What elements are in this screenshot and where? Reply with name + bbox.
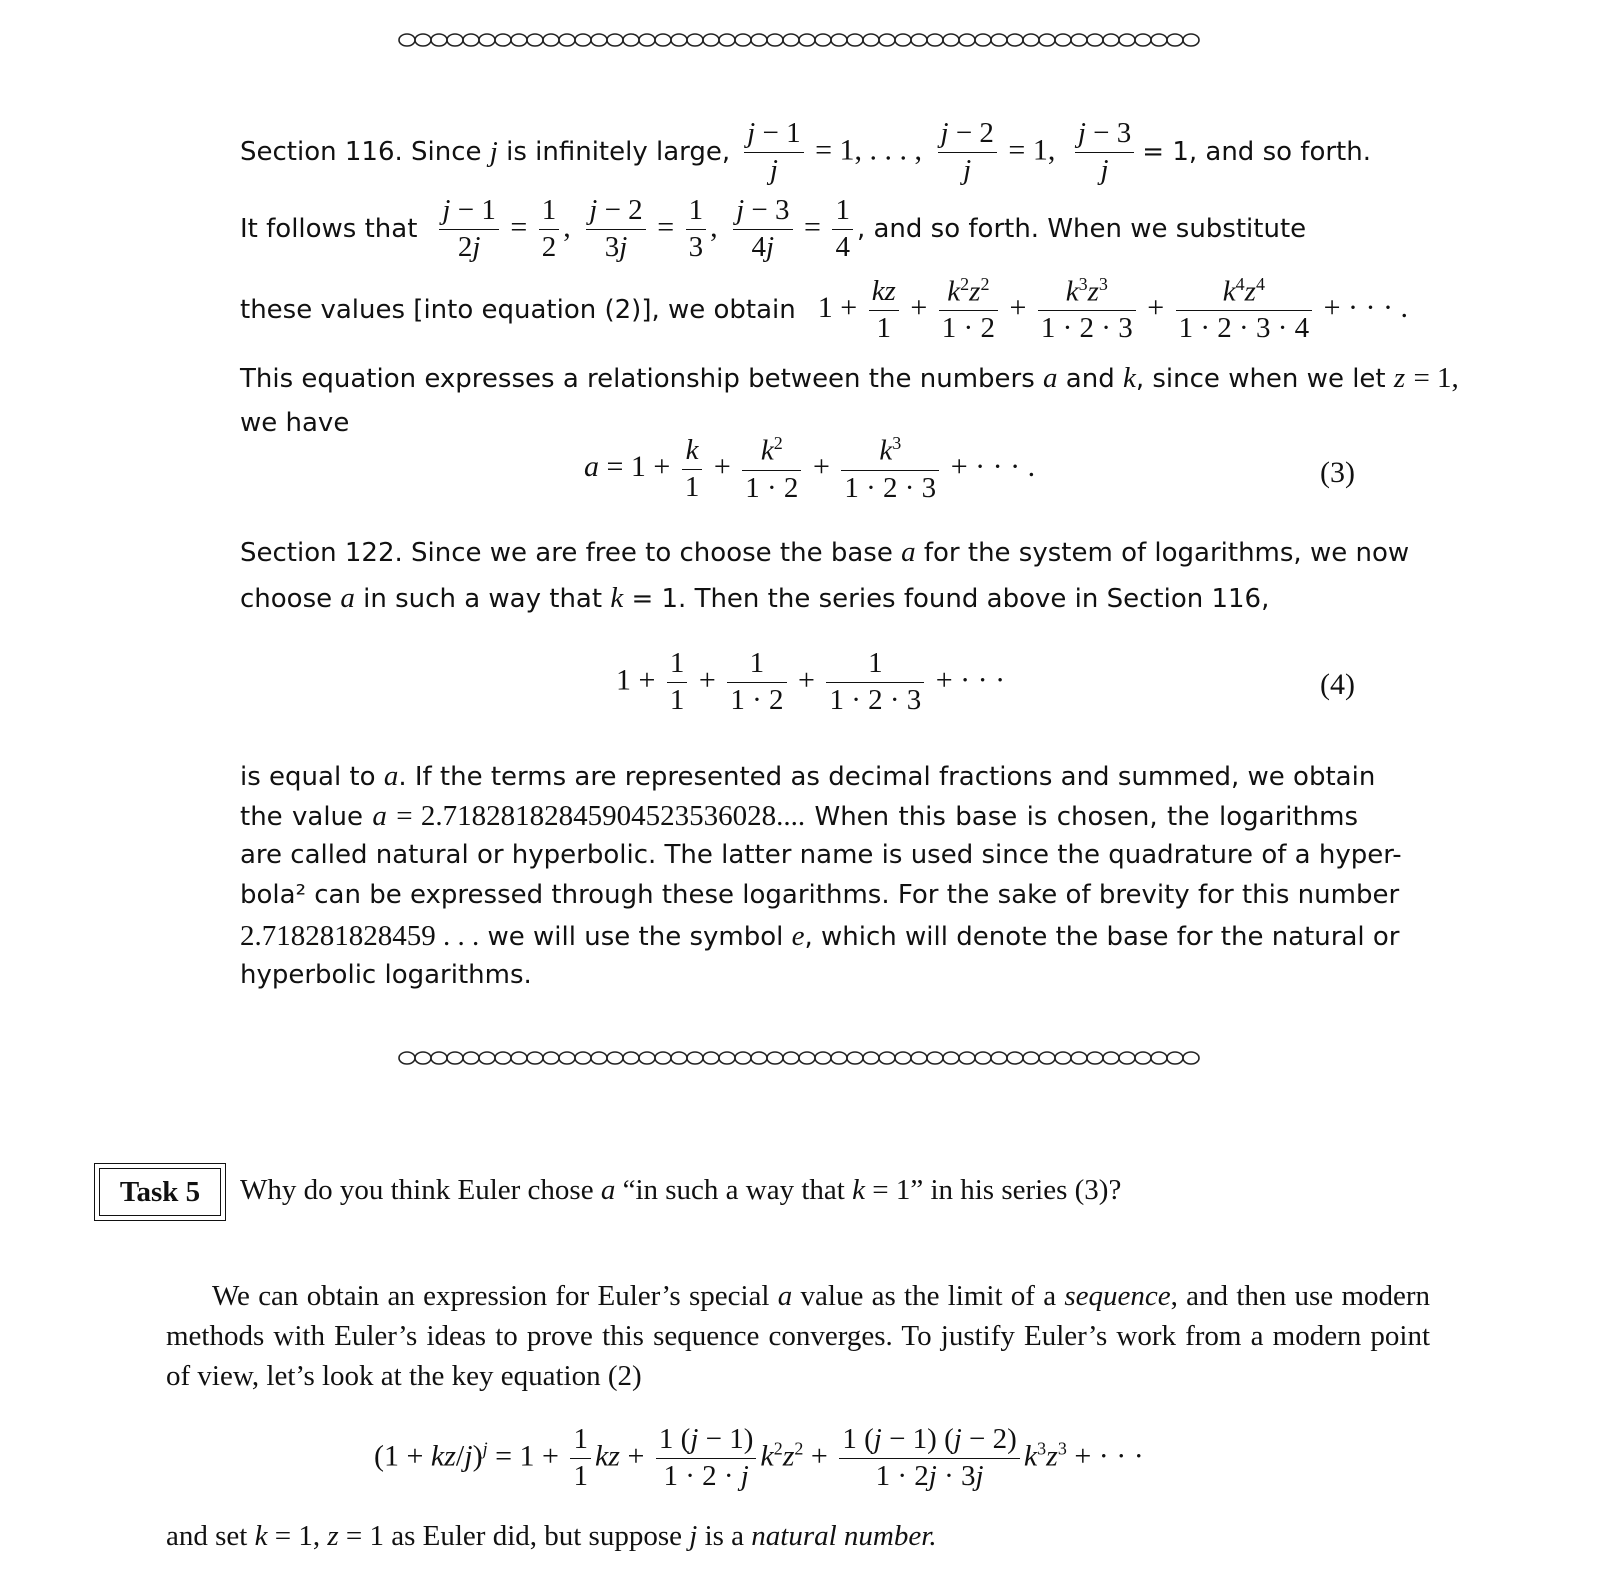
modern-l1-start: We can obtain an expression for Euler’s special bbox=[212, 1280, 770, 1312]
task-5-label: Task 5 bbox=[99, 1168, 221, 1216]
binomial-equation: $(1 + kz/j)^j = 1$ + $\frac{1}{1}$ kz + $\frac{1 (j - 1)}{1 \cdot 2 \cdot j}$ $k^2z^2$ + $\frac{1 (j - 1) (j - 2)}{1 \cdot 2j \cdot 3j}$ $k^3z^3$ + · · · bbox=[374, 1423, 1144, 1492]
final-line: and set k = 1, z = 1 as Euler did, but suppose j is a natural number. bbox=[166, 1520, 937, 1552]
e-short-value: 2.718281828459 . . . bbox=[240, 920, 480, 952]
modern-l1-end: , and then use bbox=[1170, 1280, 1334, 1312]
as-euler-text: as Euler did, but suppose bbox=[391, 1520, 682, 1552]
equal-to-text: is equal to bbox=[240, 762, 376, 792]
var-j: j bbox=[489, 135, 498, 168]
equation-4: 1 + $\frac{1}{1}$ + $\frac{1}{1 \cdot 2}$ + $\frac{1}{1 \cdot 2 \cdot 3}$ + · · · bbox=[616, 647, 1006, 716]
is-a-text: is a bbox=[704, 1520, 745, 1552]
we-have-text: we have bbox=[240, 408, 350, 438]
and-set-text: and set bbox=[166, 1520, 248, 1552]
substitute-text: , and so forth. When we substitute bbox=[856, 214, 1307, 244]
section-122-line-2: choose a in such a way that k = 1. Then the series found above in Section 116, bbox=[240, 582, 1270, 614]
equation-3: a = 1 + $\frac{k}{1}$ + $\frac{k^2}{1 \cdot 2}$ + $\frac{k^3}{1 \cdot 2 \cdot 3}$ + · · · . bbox=[584, 433, 1036, 504]
logarithms-text: When this base is chosen, the logarithms bbox=[814, 802, 1359, 832]
such-way-text: in such a way that bbox=[363, 584, 603, 614]
base-text: , which will denote the base for the natural or bbox=[804, 922, 1400, 952]
task-5-box bbox=[94, 1163, 226, 1221]
para-line-5: 2.718281828459 . . . we will use the symbol e, which will denote the base for the natural or bbox=[240, 920, 1400, 952]
choose-text: choose bbox=[240, 584, 333, 614]
reciprocal-ratios: $\frac{j - 1}{2j}$ = $\frac{1}{2}$ , $\frac{j - 2}{3j}$ = $\frac{1}{3}$ , $\frac{j - 3}{4j}$ = $\frac{1}{4}$ bbox=[435, 195, 857, 264]
infinitely-text: is infinitely large, bbox=[506, 137, 731, 167]
section-116-line-1 bbox=[240, 112, 1371, 192]
natural-hyperbolic-text: are called natural or hyperbolic. The latter name is used since the quadrature of a hyper- bbox=[240, 840, 1402, 870]
section-122-line-1: Section 122. Since we are free to choose the base a for the system of logarithms, we now bbox=[240, 536, 1410, 568]
and-so-forth-text: = 1, and so forth. bbox=[1142, 137, 1371, 167]
section-116-line-2 bbox=[240, 194, 1358, 264]
relationship-line: This equation expresses a relationship between the numbers a and k, since when we let z = 1, bbox=[240, 362, 1459, 394]
quadrature-text: bola² can be expressed through these logarithms. For the sake of brevity for this number bbox=[240, 880, 1400, 910]
these-values-text: these values [into equation (2)], we obtain bbox=[240, 295, 796, 325]
para-line-6 bbox=[240, 960, 1358, 996]
symbol-text: we will use the symbol bbox=[487, 922, 784, 952]
section-122-label: Section 122. Since we are free to choose the base bbox=[240, 538, 893, 568]
para-line-2: the value a = 2.71828182845904523536028.... When this base is chosen, the logarithms bbox=[240, 800, 1359, 832]
task-question-start: Why do you think Euler chose bbox=[240, 1174, 594, 1206]
relationship-text: This equation expresses a relationship between the numbers bbox=[240, 364, 1035, 394]
section-116-line-3 bbox=[240, 270, 1408, 350]
chain-divider-icon bbox=[398, 30, 1208, 50]
para-line-3 bbox=[240, 840, 1402, 876]
hyperbolic-logs-text: hyperbolic logarithms. bbox=[240, 960, 532, 990]
task-question-mid: “in such a way that bbox=[622, 1174, 845, 1206]
section-122-line1-end: for the system of logarithms, we now bbox=[923, 538, 1410, 568]
series-found-text: = 1. Then the series found above in Section 116, bbox=[631, 584, 1270, 614]
task-5-question: Why do you think Euler chose a “in such a way that k = 1” in his series (3)? bbox=[240, 1174, 1122, 1206]
the-value-text: the value bbox=[240, 802, 364, 832]
sequence-em: sequence bbox=[1064, 1280, 1171, 1312]
natural-number-em: natural number. bbox=[751, 1520, 937, 1552]
para-line-1: is equal to a. If the terms are represented as decimal fractions and summed, we obtain bbox=[240, 760, 1376, 792]
equation-3-number: (3) bbox=[1320, 456, 1355, 489]
modern-l1-mid: value as the limit of a bbox=[800, 1280, 1057, 1312]
series-kz: 1 + $\frac{kz}{1}$ + $\frac{k^2z^2}{1 \cdot 2}$ + $\frac{k^3z^3}{1 \cdot 2 \cdot 3}$ + $\frac{k^4z^4}{1 \cdot 2 \cdot 3 \cdot 4}$ + · · · . bbox=[817, 273, 1408, 345]
modern-paragraph: We can obtain an expression for Euler’s special a value as the limit of a sequence, and then use modern methods with Euler’s ideas to prove this sequence converges. To justify Euler’s work from a modern point of view, let’s look at the key equation (2) bbox=[166, 1280, 1431, 1392]
modern-l2: modern methods with Euler’s ideas to prove this sequence converges. To justify Euler’s work from a bbox=[166, 1280, 1431, 1352]
limit-ratios: $\frac{j - 1}{j}$ = 1, . . . , $\frac{j - 2}{j}$ = 1, $\frac{j - 3}{j}$ bbox=[740, 118, 1138, 187]
decimal-text: . If the terms are represented as decimal fractions and summed, we obtain bbox=[398, 762, 1376, 792]
chain-divider-icon bbox=[398, 1048, 1208, 1068]
modern-l3: modern point of view, let’s look at the key equation (2) bbox=[166, 1320, 1430, 1392]
para-line-4 bbox=[240, 880, 1400, 916]
task-question-end: = 1” in his series (3)? bbox=[872, 1174, 1122, 1206]
e-value: = 2.71828182845904523536028.... bbox=[396, 800, 806, 832]
equation-4-number: (4) bbox=[1320, 668, 1355, 701]
section-116-label: Section 116. Since bbox=[240, 137, 482, 167]
it-follows-text: It follows that bbox=[240, 214, 418, 244]
